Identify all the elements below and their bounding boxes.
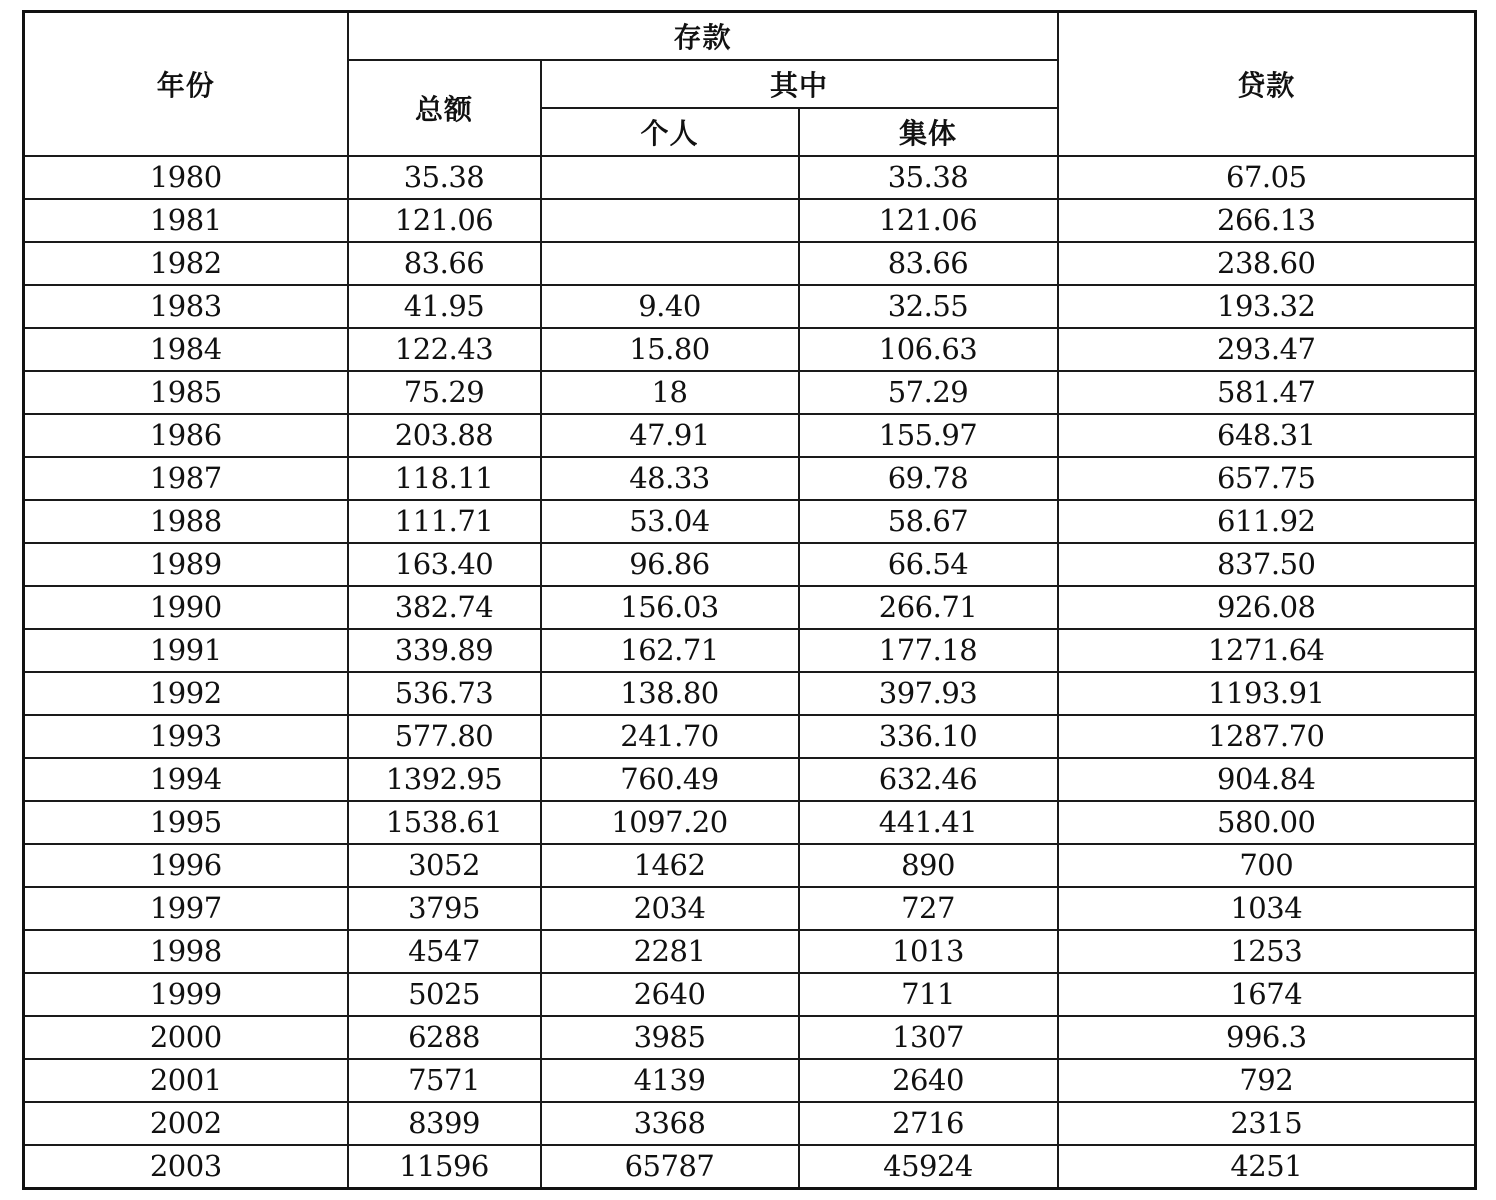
cell-loans: 193.32	[1058, 285, 1476, 328]
cell-year: 1983	[24, 285, 348, 328]
cell-individual: 4139	[541, 1059, 799, 1102]
cell-collective: 632.46	[799, 758, 1058, 801]
cell-total: 75.29	[348, 371, 541, 414]
table-row	[24, 930, 1476, 973]
cell-total: 41.95	[348, 285, 541, 328]
cell-individual	[541, 199, 799, 242]
header-year: 年份	[24, 12, 348, 157]
cell-total: 1538.61	[348, 801, 541, 844]
cell-year: 1995	[24, 801, 348, 844]
table-row	[24, 199, 1476, 242]
table-row	[24, 1102, 1476, 1145]
table-row	[24, 844, 1476, 887]
cell-loans: 1674	[1058, 973, 1476, 1016]
cell-individual: 3985	[541, 1016, 799, 1059]
cell-individual: 48.33	[541, 457, 799, 500]
cell-year: 1980	[24, 156, 348, 199]
cell-collective: 2640	[799, 1059, 1058, 1102]
cell-loans: 1034	[1058, 887, 1476, 930]
cell-year: 1998	[24, 930, 348, 973]
cell-collective: 336.10	[799, 715, 1058, 758]
cell-loans: 648.31	[1058, 414, 1476, 457]
cell-individual: 2640	[541, 973, 799, 1016]
cell-collective: 83.66	[799, 242, 1058, 285]
cell-collective: 1013	[799, 930, 1058, 973]
cell-collective: 155.97	[799, 414, 1058, 457]
table-row	[24, 371, 1476, 414]
cell-loans: 1271.64	[1058, 629, 1476, 672]
cell-collective: 266.71	[799, 586, 1058, 629]
cell-total: 577.80	[348, 715, 541, 758]
cell-collective: 45924	[799, 1145, 1058, 1189]
table-row	[24, 887, 1476, 930]
cell-total: 3795	[348, 887, 541, 930]
cell-collective: 2716	[799, 1102, 1058, 1145]
cell-total: 111.71	[348, 500, 541, 543]
header-collective: 集体	[799, 108, 1058, 156]
cell-individual	[541, 242, 799, 285]
cell-loans: 1287.70	[1058, 715, 1476, 758]
cell-total: 11596	[348, 1145, 541, 1189]
cell-total: 1392.95	[348, 758, 541, 801]
cell-year: 2003	[24, 1145, 348, 1189]
header-individual: 个人	[541, 108, 799, 156]
cell-year: 1991	[24, 629, 348, 672]
cell-total: 6288	[348, 1016, 541, 1059]
cell-loans: 266.13	[1058, 199, 1476, 242]
table-row	[24, 242, 1476, 285]
cell-individual: 3368	[541, 1102, 799, 1145]
cell-individual: 2281	[541, 930, 799, 973]
cell-year: 2000	[24, 1016, 348, 1059]
cell-individual: 2034	[541, 887, 799, 930]
cell-year: 1984	[24, 328, 348, 371]
cell-year: 1986	[24, 414, 348, 457]
cell-total: 35.38	[348, 156, 541, 199]
cell-individual: 18	[541, 371, 799, 414]
cell-total: 382.74	[348, 586, 541, 629]
table-row	[24, 543, 1476, 586]
cell-total: 339.89	[348, 629, 541, 672]
cell-total: 118.11	[348, 457, 541, 500]
cell-collective: 711	[799, 973, 1058, 1016]
table-row	[24, 586, 1476, 629]
cell-individual: 1462	[541, 844, 799, 887]
cell-total: 83.66	[348, 242, 541, 285]
cell-year: 1997	[24, 887, 348, 930]
cell-year: 1981	[24, 199, 348, 242]
cell-individual: 156.03	[541, 586, 799, 629]
table-row	[24, 328, 1476, 371]
cell-year: 1996	[24, 844, 348, 887]
table-row	[24, 1145, 1476, 1189]
cell-total: 536.73	[348, 672, 541, 715]
cell-collective: 727	[799, 887, 1058, 930]
cell-total: 163.40	[348, 543, 541, 586]
table-row	[24, 715, 1476, 758]
cell-loans: 792	[1058, 1059, 1476, 1102]
cell-individual: 241.70	[541, 715, 799, 758]
table-row	[24, 629, 1476, 672]
cell-loans: 4251	[1058, 1145, 1476, 1189]
cell-total: 5025	[348, 973, 541, 1016]
cell-individual: 15.80	[541, 328, 799, 371]
cell-total: 122.43	[348, 328, 541, 371]
cell-loans: 581.47	[1058, 371, 1476, 414]
table-row	[24, 1016, 1476, 1059]
cell-individual: 162.71	[541, 629, 799, 672]
cell-year: 1987	[24, 457, 348, 500]
cell-year: 1999	[24, 973, 348, 1016]
cell-year: 1993	[24, 715, 348, 758]
header-total: 总额	[348, 60, 541, 156]
cell-year: 2001	[24, 1059, 348, 1102]
cell-total: 4547	[348, 930, 541, 973]
cell-collective: 121.06	[799, 199, 1058, 242]
cell-year: 2002	[24, 1102, 348, 1145]
cell-collective: 69.78	[799, 457, 1058, 500]
cell-loans: 700	[1058, 844, 1476, 887]
cell-collective: 32.55	[799, 285, 1058, 328]
cell-loans: 293.47	[1058, 328, 1476, 371]
cell-loans: 837.50	[1058, 543, 1476, 586]
cell-individual: 53.04	[541, 500, 799, 543]
table-body	[24, 156, 1476, 1189]
cell-year: 1994	[24, 758, 348, 801]
cell-year: 1989	[24, 543, 348, 586]
cell-individual: 760.49	[541, 758, 799, 801]
cell-total: 121.06	[348, 199, 541, 242]
cell-collective: 397.93	[799, 672, 1058, 715]
cell-total: 8399	[348, 1102, 541, 1145]
cell-year: 1992	[24, 672, 348, 715]
table-row	[24, 1059, 1476, 1102]
cell-loans: 238.60	[1058, 242, 1476, 285]
table-header	[24, 12, 1476, 157]
data-table-container	[22, 10, 1474, 1190]
cell-loans: 1193.91	[1058, 672, 1476, 715]
cell-individual: 9.40	[541, 285, 799, 328]
cell-individual: 1097.20	[541, 801, 799, 844]
cell-collective: 57.29	[799, 371, 1058, 414]
header-row-1	[24, 12, 1476, 61]
cell-collective: 66.54	[799, 543, 1058, 586]
cell-individual: 65787	[541, 1145, 799, 1189]
cell-loans: 926.08	[1058, 586, 1476, 629]
cell-loans: 1253	[1058, 930, 1476, 973]
cell-total: 203.88	[348, 414, 541, 457]
cell-year: 1985	[24, 371, 348, 414]
table-row	[24, 285, 1476, 328]
cell-loans: 67.05	[1058, 156, 1476, 199]
cell-collective: 106.63	[799, 328, 1058, 371]
table-row	[24, 156, 1476, 199]
table-row	[24, 758, 1476, 801]
cell-loans: 580.00	[1058, 801, 1476, 844]
header-deposits: 存款	[348, 12, 1058, 61]
cell-individual: 96.86	[541, 543, 799, 586]
cell-year: 1982	[24, 242, 348, 285]
deposits-loans-table	[22, 10, 1477, 1190]
table-row	[24, 801, 1476, 844]
table-row	[24, 973, 1476, 1016]
table-row	[24, 457, 1476, 500]
table-row	[24, 414, 1476, 457]
table-row	[24, 500, 1476, 543]
cell-loans: 2315	[1058, 1102, 1476, 1145]
cell-year: 1988	[24, 500, 348, 543]
cell-individual	[541, 156, 799, 199]
cell-individual: 138.80	[541, 672, 799, 715]
cell-loans: 611.92	[1058, 500, 1476, 543]
cell-total: 3052	[348, 844, 541, 887]
header-loans: 贷款	[1058, 12, 1476, 157]
cell-collective: 35.38	[799, 156, 1058, 199]
cell-collective: 890	[799, 844, 1058, 887]
cell-collective: 1307	[799, 1016, 1058, 1059]
cell-loans: 996.3	[1058, 1016, 1476, 1059]
cell-loans: 904.84	[1058, 758, 1476, 801]
cell-loans: 657.75	[1058, 457, 1476, 500]
table-row	[24, 672, 1476, 715]
header-of-which: 其中	[541, 60, 1058, 108]
cell-individual: 47.91	[541, 414, 799, 457]
cell-year: 1990	[24, 586, 348, 629]
cell-collective: 58.67	[799, 500, 1058, 543]
cell-total: 7571	[348, 1059, 541, 1102]
cell-collective: 177.18	[799, 629, 1058, 672]
cell-collective: 441.41	[799, 801, 1058, 844]
